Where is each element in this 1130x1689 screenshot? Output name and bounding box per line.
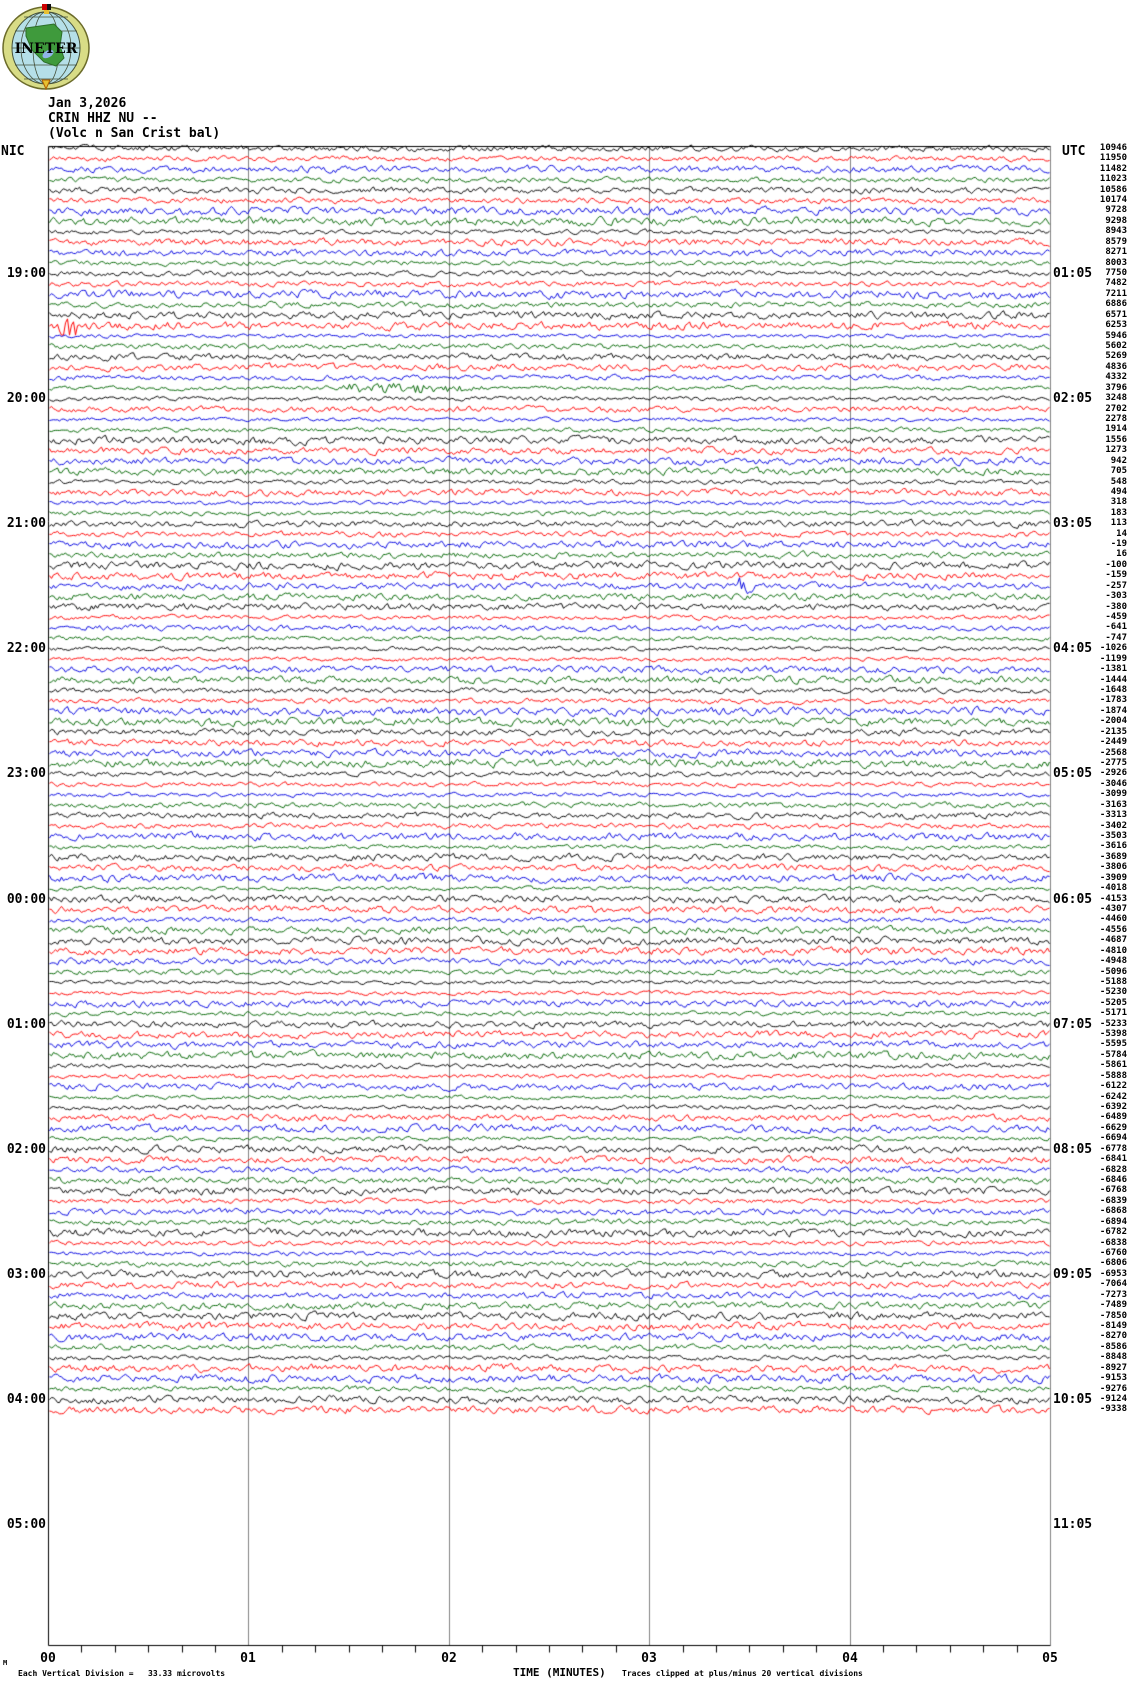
trace-offset-value: -4687: [1099, 935, 1127, 945]
header-station-name: (Volc n San Crist bal): [48, 126, 221, 141]
trace-offset-value: -9338: [1099, 1404, 1127, 1414]
trace-offset-value: -5784: [1099, 1050, 1127, 1060]
trace-offset-value: -380: [1105, 602, 1127, 612]
utc-time-label: 10:05: [1053, 1392, 1093, 1407]
trace-offset-value: -5205: [1099, 998, 1127, 1008]
trace-offset-value: 548: [1110, 477, 1127, 487]
trace-offset-value: 7482: [1105, 278, 1127, 288]
trace-offset-value: 9728: [1105, 205, 1127, 215]
trace-offset-value: -641: [1105, 622, 1127, 632]
trace-offset-value: -3163: [1099, 800, 1127, 810]
trace-offset-value: -2135: [1099, 727, 1127, 737]
trace-offset-value: -6806: [1099, 1258, 1127, 1268]
trace-offset-value: -8848: [1099, 1352, 1127, 1362]
trace-offset-value: -6629: [1099, 1123, 1127, 1133]
x-axis-tick-label: 03: [641, 1651, 657, 1666]
trace-offset-value: -3616: [1099, 841, 1127, 851]
trace-offset-value: -1648: [1099, 685, 1127, 695]
trace-offset-value: -5096: [1099, 967, 1127, 977]
trace-offset-value: 1914: [1105, 424, 1127, 434]
network-code-label: NIC: [1, 144, 25, 159]
trace-offset-value: 2702: [1105, 404, 1127, 414]
trace-offset-value: -4948: [1099, 956, 1127, 966]
trace-offset-value: 942: [1110, 456, 1127, 466]
trace-offset-value: 5269: [1105, 351, 1127, 361]
trace-offset-value: -8586: [1099, 1342, 1127, 1352]
x-axis-tick-label: 01: [240, 1651, 256, 1666]
trace-offset-value: 8271: [1105, 247, 1127, 257]
utc-time-label: 11:05: [1053, 1517, 1093, 1532]
local-time-label: 05:00: [6, 1517, 46, 1532]
trace-offset-value: 6253: [1105, 320, 1127, 330]
trace-offset-value: -3313: [1099, 810, 1127, 820]
trace-offset-value: -1874: [1099, 706, 1127, 716]
trace-offset-value: 2278: [1105, 414, 1127, 424]
trace-offset-value: -4307: [1099, 904, 1127, 914]
x-axis-tick-label: 02: [441, 1651, 457, 1666]
trace-offset-value: -6828: [1099, 1165, 1127, 1175]
trace-offset-value: -747: [1105, 633, 1127, 643]
trace-offset-value: -2775: [1099, 758, 1127, 768]
trace-offset-value: -4018: [1099, 883, 1127, 893]
local-time-label: 02:00: [6, 1142, 46, 1157]
utc-time-label: 02:05: [1053, 391, 1093, 406]
trace-offset-value: 9298: [1105, 216, 1127, 226]
trace-offset-value: -6778: [1099, 1144, 1127, 1154]
trace-offset-value: 705: [1110, 466, 1127, 476]
trace-offset-value: -3909: [1099, 873, 1127, 883]
trace-offset-value: -2449: [1099, 737, 1127, 747]
trace-offset-value: -1783: [1099, 695, 1127, 705]
trace-offset-value: -4460: [1099, 914, 1127, 924]
trace-offset-value: 11482: [1099, 164, 1127, 174]
header-station-code: CRIN HHZ NU --: [48, 111, 158, 126]
trace-offset-value: -5861: [1099, 1060, 1127, 1070]
trace-offset-value: -6694: [1099, 1133, 1127, 1143]
trace-offset-value: -1199: [1099, 654, 1127, 664]
trace-offset-value: -6868: [1099, 1206, 1127, 1216]
trace-offset-value: 5946: [1105, 331, 1127, 341]
trace-offset-value: -7064: [1099, 1279, 1127, 1289]
local-time-label: 00:00: [6, 892, 46, 907]
utc-column-label: UTC: [1062, 144, 1086, 159]
trace-offset-value: -6953: [1099, 1269, 1127, 1279]
trace-offset-value: 1556: [1105, 435, 1127, 445]
trace-offset-value: 8579: [1105, 237, 1127, 247]
trace-offset-value: 6886: [1105, 299, 1127, 309]
local-time-label: 22:00: [6, 641, 46, 656]
trace-offset-value: -3503: [1099, 831, 1127, 841]
trace-offset-value: -459: [1105, 612, 1127, 622]
trace-offset-value: -9276: [1099, 1384, 1127, 1394]
trace-offset-value: -2004: [1099, 716, 1127, 726]
trace-offset-value: -159: [1105, 570, 1127, 580]
trace-offset-value: -8149: [1099, 1321, 1127, 1331]
trace-offset-value: -4556: [1099, 925, 1127, 935]
trace-offset-value: -3689: [1099, 852, 1127, 862]
trace-offset-value: 494: [1110, 487, 1127, 497]
logo-flag-black: [47, 4, 51, 10]
trace-offset-value: -3099: [1099, 789, 1127, 799]
trace-offset-value: 10586: [1099, 185, 1127, 195]
trace-offset-value: 7750: [1105, 268, 1127, 278]
utc-time-label: 08:05: [1053, 1142, 1093, 1157]
trace-offset-value: -5888: [1099, 1071, 1127, 1081]
x-axis-tick-label: 00: [40, 1651, 56, 1666]
local-time-label: 21:00: [6, 516, 46, 531]
trace-offset-value: -6838: [1099, 1238, 1127, 1248]
trace-offset-value: -7489: [1099, 1300, 1127, 1310]
trace-offset-value: -9124: [1099, 1394, 1127, 1404]
trace-offset-value: -7273: [1099, 1290, 1127, 1300]
x-axis-tick-label: 04: [842, 1651, 858, 1666]
trace-offset-value: -6768: [1099, 1185, 1127, 1195]
utc-time-label: 01:05: [1053, 266, 1093, 281]
trace-offset-value: -6841: [1099, 1154, 1127, 1164]
trace-offset-value: -100: [1105, 560, 1127, 570]
trace-offset-value: -6760: [1099, 1248, 1127, 1258]
utc-time-label: 04:05: [1053, 641, 1093, 656]
trace-offset-value: 11023: [1099, 174, 1127, 184]
trace-offset-value: 113: [1110, 518, 1127, 528]
utc-time-label: 03:05: [1053, 516, 1093, 531]
trace-offset-value: -2926: [1099, 768, 1127, 778]
ineter-logo: [2, 2, 90, 90]
trace-offset-value: 16: [1116, 549, 1127, 559]
trace-offset-value: 183: [1110, 508, 1127, 518]
trace-offset-value: -19: [1110, 539, 1127, 549]
clip-note: Traces clipped at plus/minus 20 vertical divisions: [622, 1669, 863, 1678]
trace-offset-value: -6846: [1099, 1175, 1127, 1185]
trace-offset-value: -5595: [1099, 1039, 1127, 1049]
local-time-label: 03:00: [6, 1267, 46, 1282]
trace-offset-value: -6782: [1099, 1227, 1127, 1237]
trace-offset-value: -6122: [1099, 1081, 1127, 1091]
trace-offset-value: -2568: [1099, 748, 1127, 758]
trace-offset-value: 7211: [1105, 289, 1127, 299]
trace-offset-value: -3806: [1099, 862, 1127, 872]
utc-time-label: 07:05: [1053, 1017, 1093, 1032]
vertical-division-scale-note: Each Vertical Division = 33.33 microvolts: [18, 1669, 226, 1678]
trace-offset-value: -8270: [1099, 1331, 1127, 1341]
trace-offset-value: 14: [1116, 529, 1127, 539]
trace-offset-value: -5398: [1099, 1029, 1127, 1039]
utc-time-label: 05:05: [1053, 766, 1093, 781]
trace-offset-value: 10946: [1099, 143, 1127, 153]
trace-offset-value: 4836: [1105, 362, 1127, 372]
trace-offset-value: 8943: [1105, 226, 1127, 236]
logo-flag-base: [44, 10, 49, 14]
trace-offset-value: 4332: [1105, 372, 1127, 382]
utc-time-label: 06:05: [1053, 892, 1093, 907]
trace-offset-value: -6894: [1099, 1217, 1127, 1227]
trace-offset-value: -6839: [1099, 1196, 1127, 1206]
trace-offset-value: 1273: [1105, 445, 1127, 455]
utc-time-label: 09:05: [1053, 1267, 1093, 1282]
trace-offset-value: -5171: [1099, 1008, 1127, 1018]
trace-offset-value: -6392: [1099, 1102, 1127, 1112]
trace-offset-value: 8003: [1105, 258, 1127, 268]
trace-offset-value: -1444: [1099, 675, 1127, 685]
trace-offset-value: 6571: [1105, 310, 1127, 320]
trace-offset-value: -8927: [1099, 1363, 1127, 1373]
trace-offset-value: -6489: [1099, 1112, 1127, 1122]
trace-offset-value: 10174: [1099, 195, 1127, 205]
trace-offset-value: -3046: [1099, 779, 1127, 789]
trace-offset-value: -4153: [1099, 894, 1127, 904]
trace-offset-value: -6242: [1099, 1092, 1127, 1102]
trace-offset-value: 3248: [1105, 393, 1127, 403]
x-axis-title: TIME (MINUTES): [513, 1666, 606, 1679]
trace-offset-value: 11950: [1099, 153, 1127, 163]
trace-offset-value: 3796: [1105, 383, 1127, 393]
trace-offset-value: -303: [1105, 591, 1127, 601]
trace-offset-value: -1381: [1099, 664, 1127, 674]
x-axis-tick-label: 05: [1042, 1651, 1058, 1666]
local-time-label: 20:00: [6, 391, 46, 406]
corner-mark: M: [3, 1659, 8, 1667]
header-date: Jan 3,2026: [48, 96, 127, 111]
trace-offset-value: -5233: [1099, 1019, 1127, 1029]
trace-offset-value: -5188: [1099, 977, 1127, 987]
logo-text: INETER: [14, 41, 78, 57]
trace-offset-value: -5230: [1099, 987, 1127, 997]
trace-offset-value: -3402: [1099, 821, 1127, 831]
trace-offset-value: 5602: [1105, 341, 1127, 351]
trace-offset-value: -257: [1105, 581, 1127, 591]
trace-offset-value: -7850: [1099, 1311, 1127, 1321]
trace-offset-value: -1026: [1099, 643, 1127, 653]
trace-offset-value: -4810: [1099, 946, 1127, 956]
logo-flag-red: [42, 4, 47, 10]
local-time-label: 01:00: [6, 1017, 46, 1032]
local-time-label: 04:00: [6, 1392, 46, 1407]
trace-offset-value: 318: [1110, 497, 1127, 507]
trace-offset-value: -9153: [1099, 1373, 1127, 1383]
local-time-label: 19:00: [6, 266, 46, 281]
local-time-label: 23:00: [6, 766, 46, 781]
